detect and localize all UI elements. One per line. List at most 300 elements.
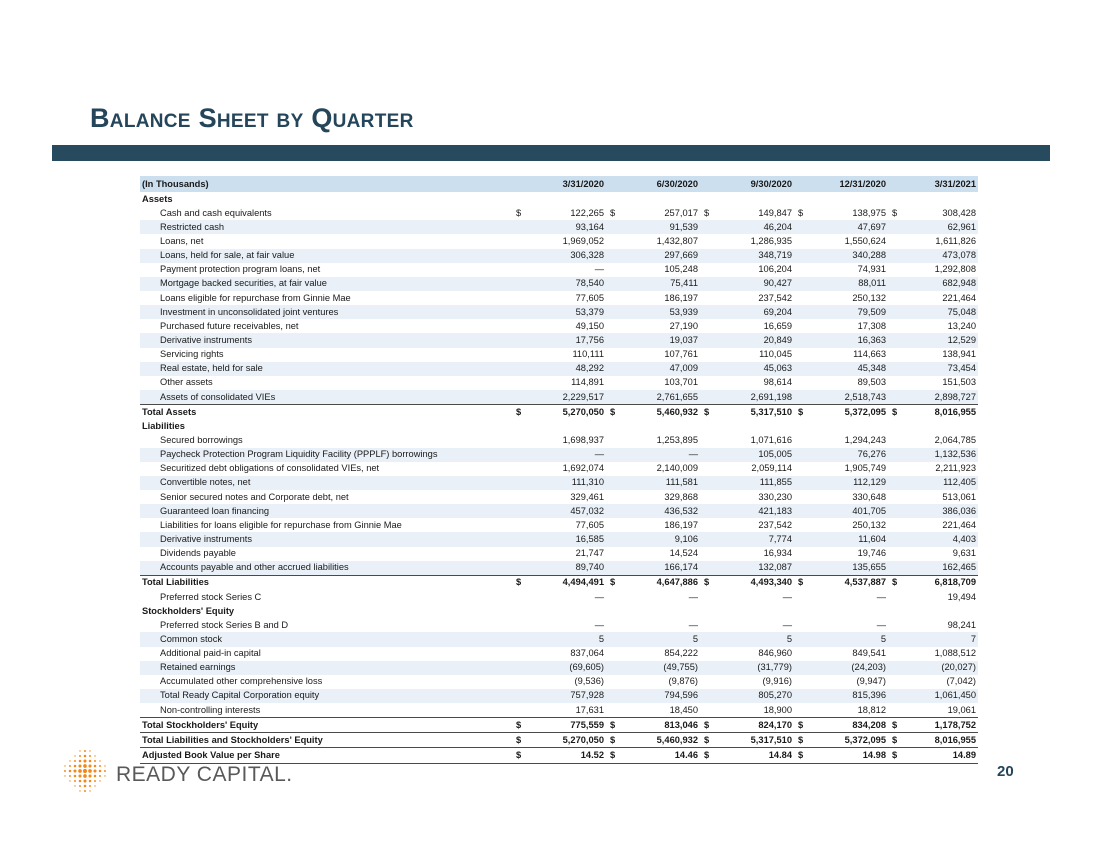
cell-value: 1,071,616	[750, 434, 792, 445]
currency-symbol	[700, 675, 714, 689]
currency-symbol	[512, 319, 526, 333]
row-label: Mortgage backed securities, at fair value	[140, 277, 512, 291]
table-row	[140, 433, 978, 447]
cell-value: 135,655	[808, 561, 888, 576]
row-label: Stockholders' Equity	[142, 605, 235, 616]
currency-symbol: $	[606, 733, 620, 748]
total-row	[140, 575, 978, 590]
currency-symbol	[700, 390, 714, 405]
currency-symbol	[794, 305, 808, 319]
cell-value: 18,900	[763, 704, 792, 715]
cell-value: 1,550,624	[844, 235, 886, 246]
currency-symbol	[512, 675, 526, 689]
cell-value: 76,276	[808, 448, 888, 462]
logo-dot	[74, 780, 76, 782]
header-period: 9/30/2020	[714, 176, 794, 192]
cell-value: 7,774	[714, 532, 794, 546]
currency-symbol	[794, 647, 808, 661]
currency-symbol	[606, 448, 620, 462]
currency-symbol: $	[512, 575, 526, 590]
currency-symbol	[888, 333, 902, 347]
cell-value: 62,961	[902, 220, 978, 234]
cell-value: 122,265	[570, 207, 604, 218]
currency-symbol	[794, 661, 808, 675]
currency-symbol	[700, 547, 714, 561]
cell-value	[714, 419, 794, 433]
table-row	[140, 448, 978, 462]
cell-value: 75,411	[620, 277, 700, 291]
row-label: Preferred stock Series B and D	[160, 619, 289, 630]
currency-symbol	[794, 376, 808, 390]
cell-value: (7,042)	[946, 676, 976, 687]
logo-dot	[84, 750, 86, 752]
currency-symbol	[794, 504, 808, 518]
row-label: Assets	[142, 193, 173, 204]
currency-symbol	[512, 618, 526, 632]
currency-symbol: $	[700, 748, 714, 763]
cell-value: 221,464	[942, 292, 976, 303]
page-title: Balance Sheet by Quarter	[90, 103, 414, 133]
currency-symbol	[794, 703, 808, 718]
currency-symbol	[700, 305, 714, 319]
table-row	[140, 206, 978, 220]
logo-dot	[89, 790, 90, 791]
cell-value: 110,045	[759, 349, 792, 360]
cell-value: 846,960	[758, 648, 792, 659]
cell-value	[620, 419, 700, 433]
cell-value: 421,183	[714, 504, 794, 518]
currency-symbol	[700, 263, 714, 277]
cell-value: 186,197	[664, 519, 698, 530]
currency-symbol	[700, 618, 714, 632]
cell-value: 813,046	[620, 718, 700, 733]
row-label: Cash and cash equivalents	[160, 207, 272, 218]
cell-value: 45,348	[808, 362, 888, 376]
currency-symbol	[888, 547, 902, 561]
currency-symbol	[888, 419, 902, 433]
logo-dot	[89, 780, 92, 783]
table-row	[140, 333, 978, 347]
currency-symbol	[512, 263, 526, 277]
cell-value: 9,106	[620, 532, 700, 546]
table-row	[140, 249, 978, 263]
currency-symbol	[606, 618, 620, 632]
cell-value: (9,876)	[668, 676, 698, 687]
cell-value	[808, 192, 888, 206]
currency-symbol	[700, 419, 714, 433]
currency-symbol	[794, 532, 808, 546]
currency-symbol: $	[700, 575, 714, 590]
logo-dot	[89, 750, 90, 751]
cell-value: 4,647,886	[620, 575, 700, 590]
currency-symbol	[888, 618, 902, 632]
logo-dot	[79, 785, 81, 787]
cell-value: 5,317,510	[714, 733, 794, 748]
currency-symbol	[512, 647, 526, 661]
cell-value: 757,928	[526, 689, 606, 703]
currency-symbol	[606, 703, 620, 718]
table-row	[140, 305, 978, 319]
currency-symbol: $	[700, 718, 714, 733]
currency-symbol	[512, 703, 526, 718]
currency-symbol	[794, 433, 808, 447]
logo-dot	[78, 769, 82, 773]
currency-symbol	[512, 590, 526, 604]
currency-symbol	[512, 333, 526, 347]
cell-value: 151,503	[942, 377, 976, 388]
currency-symbol	[794, 547, 808, 561]
currency-symbol: $	[512, 405, 526, 420]
cell-value: 11,604	[808, 532, 888, 546]
cell-value	[620, 604, 700, 618]
cell-value: 4,537,887	[808, 575, 888, 590]
cell-value: 105,005	[714, 448, 794, 462]
cell-value: 112,405	[902, 476, 978, 490]
currency-symbol: $	[794, 748, 808, 763]
currency-symbol	[794, 604, 808, 618]
currency-symbol	[700, 490, 714, 504]
currency-symbol	[888, 263, 902, 277]
cell-value: 111,310	[526, 476, 606, 490]
logo-dot	[89, 755, 91, 757]
currency-symbol	[606, 220, 620, 234]
row-label: Preferred stock Series C	[160, 591, 262, 602]
page-number: 20	[997, 763, 1014, 780]
currency-symbol	[606, 390, 620, 405]
currency-symbol: $	[888, 575, 902, 590]
cell-value: 1,294,243	[844, 434, 886, 445]
table-row	[140, 661, 978, 675]
table-row	[140, 348, 978, 362]
cell-value: 1,292,808	[934, 264, 976, 275]
row-label: Servicing rights	[160, 349, 224, 360]
currency-symbol: $	[606, 575, 620, 590]
cell-value: 2,064,785	[934, 434, 976, 445]
currency-symbol	[888, 490, 902, 504]
currency-symbol	[700, 647, 714, 661]
cell-value: (9,947)	[856, 676, 886, 687]
cell-value: 1,698,937	[562, 434, 604, 445]
cell-value: 16,934	[763, 548, 792, 559]
currency-symbol	[700, 291, 714, 305]
cell-value: (24,203)	[808, 661, 888, 675]
cell-value: 8,016,955	[902, 733, 978, 748]
cell-value	[902, 192, 978, 206]
row-label: Purchased future receivables, net	[160, 320, 299, 331]
cell-value: 14,524	[669, 548, 698, 559]
logo-dot	[69, 780, 70, 781]
currency-symbol	[512, 547, 526, 561]
cell-value: 2,211,923	[935, 463, 976, 474]
section-header-row	[140, 604, 978, 618]
logo-dot	[83, 774, 87, 778]
cell-value: 849,541	[852, 648, 886, 659]
currency-symbol	[888, 462, 902, 476]
cell-value: 308,428	[942, 207, 976, 218]
currency-symbol	[700, 192, 714, 206]
currency-symbol	[888, 661, 902, 675]
table-row	[140, 462, 978, 476]
currency-symbol	[606, 490, 620, 504]
cell-value: 112,129	[808, 476, 888, 490]
row-label: Loans, net	[160, 235, 204, 246]
currency-symbol	[606, 348, 620, 362]
cell-value: 138,975	[852, 207, 886, 218]
row-label: Dividends payable	[160, 548, 236, 559]
currency-symbol	[512, 291, 526, 305]
currency-symbol	[888, 249, 902, 263]
currency-symbol	[606, 632, 620, 646]
currency-symbol	[888, 675, 902, 689]
table-row	[140, 561, 978, 576]
currency-symbol: $	[888, 748, 902, 763]
cell-value: 2,691,198	[714, 390, 794, 405]
cell-value: 73,454	[902, 362, 978, 376]
currency-symbol	[700, 234, 714, 248]
header-period: 3/31/2021	[902, 176, 978, 192]
cell-value: 13,240	[947, 320, 976, 331]
row-label: Assets of consolidated VIEs	[140, 390, 512, 405]
logo-dot	[78, 764, 81, 767]
cell-value: 27,190	[669, 320, 698, 331]
table-row	[140, 532, 978, 546]
cell-value	[620, 192, 700, 206]
currency-symbol	[700, 348, 714, 362]
currency-symbol: $	[606, 748, 620, 763]
currency-symbol: $	[606, 718, 620, 733]
table-row	[140, 277, 978, 291]
row-label: Accumulated other comprehensive loss	[160, 676, 323, 687]
currency-symbol	[606, 590, 620, 604]
currency-symbol	[512, 504, 526, 518]
currency-symbol	[606, 234, 620, 248]
cell-value: (69,605)	[526, 661, 606, 675]
logo-dot	[104, 775, 105, 776]
cell-value: 149,847	[758, 207, 792, 218]
cell-value: 5,270,050	[526, 405, 606, 420]
logo-dot	[64, 765, 65, 766]
currency-symbol: $	[794, 718, 808, 733]
currency-symbol	[606, 675, 620, 689]
cell-value: —	[594, 264, 604, 275]
cell-value: 1,905,749	[844, 463, 886, 474]
currency-symbol	[794, 689, 808, 703]
table-row	[140, 689, 978, 703]
cell-value: 237,542	[758, 519, 792, 530]
logo-dot	[94, 755, 95, 756]
cell-value: 12,529	[902, 333, 978, 347]
table-row	[140, 362, 978, 376]
currency-symbol	[888, 476, 902, 490]
table-row	[140, 590, 978, 604]
currency-symbol	[512, 348, 526, 362]
cell-value	[526, 604, 606, 618]
row-label: Convertible notes, net	[140, 476, 512, 490]
cell-value: 297,669	[620, 249, 700, 263]
currency-symbol: $	[516, 207, 522, 218]
logo-dot	[74, 755, 75, 756]
cell-value: 45,063	[714, 362, 794, 376]
cell-value: 111,855	[714, 476, 794, 490]
logo-dot	[99, 760, 100, 761]
ready-capital-logo	[62, 748, 302, 796]
logo-dot	[79, 750, 80, 751]
cell-value: —	[876, 619, 886, 630]
row-label: Securitized debt obligations of consolidated VIEs, net	[160, 463, 380, 474]
currency-symbol	[700, 376, 714, 390]
cell-value: 166,174	[620, 561, 700, 576]
cell-value: 1,132,536	[902, 448, 978, 462]
currency-symbol	[794, 277, 808, 291]
cell-value: 162,465	[902, 561, 978, 576]
cell-value: 77,605	[575, 519, 604, 530]
currency-symbol	[794, 319, 808, 333]
cell-value: (20,027)	[902, 661, 978, 675]
currency-symbol	[606, 561, 620, 576]
currency-symbol	[606, 604, 620, 618]
currency-symbol	[606, 291, 620, 305]
total-row	[140, 718, 978, 733]
cell-value: 815,396	[808, 689, 888, 703]
logo-dot	[84, 785, 87, 788]
currency-symbol: $	[794, 733, 808, 748]
logo-dot	[74, 760, 76, 762]
cell-value: —	[782, 591, 792, 602]
logo-text: READY CAPITAL.	[116, 763, 293, 786]
cell-value: (9,536)	[574, 676, 604, 687]
cell-value: 237,542	[758, 292, 792, 303]
cell-value: 14.52	[526, 748, 606, 763]
currency-symbol	[794, 390, 808, 405]
title-divider-bar	[52, 145, 1050, 161]
logo-dot	[94, 760, 96, 762]
cell-value: 386,036	[902, 504, 978, 518]
cell-value	[526, 419, 606, 433]
logo-dot	[83, 759, 86, 762]
table-row	[140, 291, 978, 305]
cell-value: 74,931	[857, 264, 886, 275]
total-row	[140, 733, 978, 748]
currency-symbol	[606, 376, 620, 390]
cell-value: 16,659	[763, 320, 792, 331]
cell-value: 436,532	[620, 504, 700, 518]
cell-value: 89,740	[526, 561, 606, 576]
row-label: Paycheck Protection Program Liquidity Facility (PPPLF) borrowings	[140, 448, 512, 462]
logo-dot	[99, 765, 101, 767]
logo-dot	[104, 765, 105, 766]
currency-symbol	[606, 362, 620, 376]
cell-value: 79,509	[808, 305, 888, 319]
cell-value	[714, 192, 794, 206]
currency-symbol	[606, 462, 620, 476]
cell-value: 5	[714, 632, 794, 646]
currency-symbol: $	[888, 405, 902, 420]
logo-dot	[74, 775, 77, 778]
currency-symbol	[794, 291, 808, 305]
logo-dot	[83, 769, 87, 773]
currency-symbol	[512, 661, 526, 675]
header-units: (In Thousands)	[140, 176, 512, 192]
cell-value: 17,756	[526, 333, 606, 347]
currency-symbol	[794, 590, 808, 604]
section-header-row	[140, 192, 978, 206]
currency-symbol	[700, 632, 714, 646]
currency-symbol	[606, 532, 620, 546]
cell-value: 107,761	[664, 349, 698, 360]
currency-symbol	[794, 675, 808, 689]
row-label: Liabilities for loans eligible for repurchase from Ginnie Mae	[160, 519, 402, 530]
cell-value	[714, 604, 794, 618]
cell-value: 854,222	[664, 648, 698, 659]
cell-value: 2,518,743	[808, 390, 888, 405]
cell-value: 93,164	[526, 220, 606, 234]
table-row	[140, 490, 978, 504]
table-row	[140, 703, 978, 718]
logo-dot	[89, 785, 91, 787]
cell-value: 48,292	[526, 362, 606, 376]
currency-symbol: $	[798, 207, 804, 218]
currency-symbol	[888, 532, 902, 546]
cell-value: 16,363	[808, 333, 888, 347]
currency-symbol	[700, 362, 714, 376]
currency-symbol	[888, 376, 902, 390]
cell-value: 110,111	[572, 349, 604, 360]
currency-symbol	[794, 518, 808, 532]
row-label: Loans, held for sale, at fair value	[140, 249, 512, 263]
cell-value: 250,132	[852, 519, 886, 530]
currency-symbol: $	[606, 405, 620, 420]
currency-symbol	[606, 647, 620, 661]
cell-value: 98,241	[947, 619, 976, 630]
cell-value: 1,061,450	[902, 689, 978, 703]
cell-value	[526, 192, 606, 206]
cell-value: —	[594, 591, 604, 602]
cell-value: 20,849	[714, 333, 794, 347]
currency-symbol	[512, 448, 526, 462]
currency-symbol	[700, 319, 714, 333]
row-label: Senior secured notes and Corporate debt, net	[160, 491, 349, 502]
cell-value: 329,868	[664, 491, 698, 502]
table-row	[140, 518, 978, 532]
cell-value: —	[688, 619, 698, 630]
cell-value: 47,697	[808, 220, 888, 234]
cell-value: 138,941	[942, 349, 976, 360]
dot-grid-logo-icon	[62, 748, 108, 794]
row-label: Common stock	[140, 632, 512, 646]
logo-dot	[89, 760, 92, 763]
table-row	[140, 390, 978, 405]
logo-dot	[64, 770, 66, 772]
currency-symbol: $	[794, 575, 808, 590]
row-label: Restricted cash	[140, 220, 512, 234]
cell-value: 89,503	[857, 377, 886, 388]
row-label: Total Liabilities	[140, 575, 512, 590]
currency-symbol	[512, 462, 526, 476]
currency-symbol	[700, 333, 714, 347]
table-body	[140, 192, 978, 763]
header-period: 12/31/2020	[808, 176, 888, 192]
logo-dot	[93, 769, 96, 772]
currency-symbol: $	[700, 405, 714, 420]
logo-dot	[94, 775, 97, 778]
currency-symbol	[794, 618, 808, 632]
currency-symbol	[512, 419, 526, 433]
currency-symbol	[512, 277, 526, 291]
logo-dot	[94, 785, 95, 786]
cell-value: 1,432,807	[656, 235, 698, 246]
row-label: Adjusted Book Value per Share	[140, 748, 512, 763]
row-label: Real estate, held for sale	[140, 362, 512, 376]
